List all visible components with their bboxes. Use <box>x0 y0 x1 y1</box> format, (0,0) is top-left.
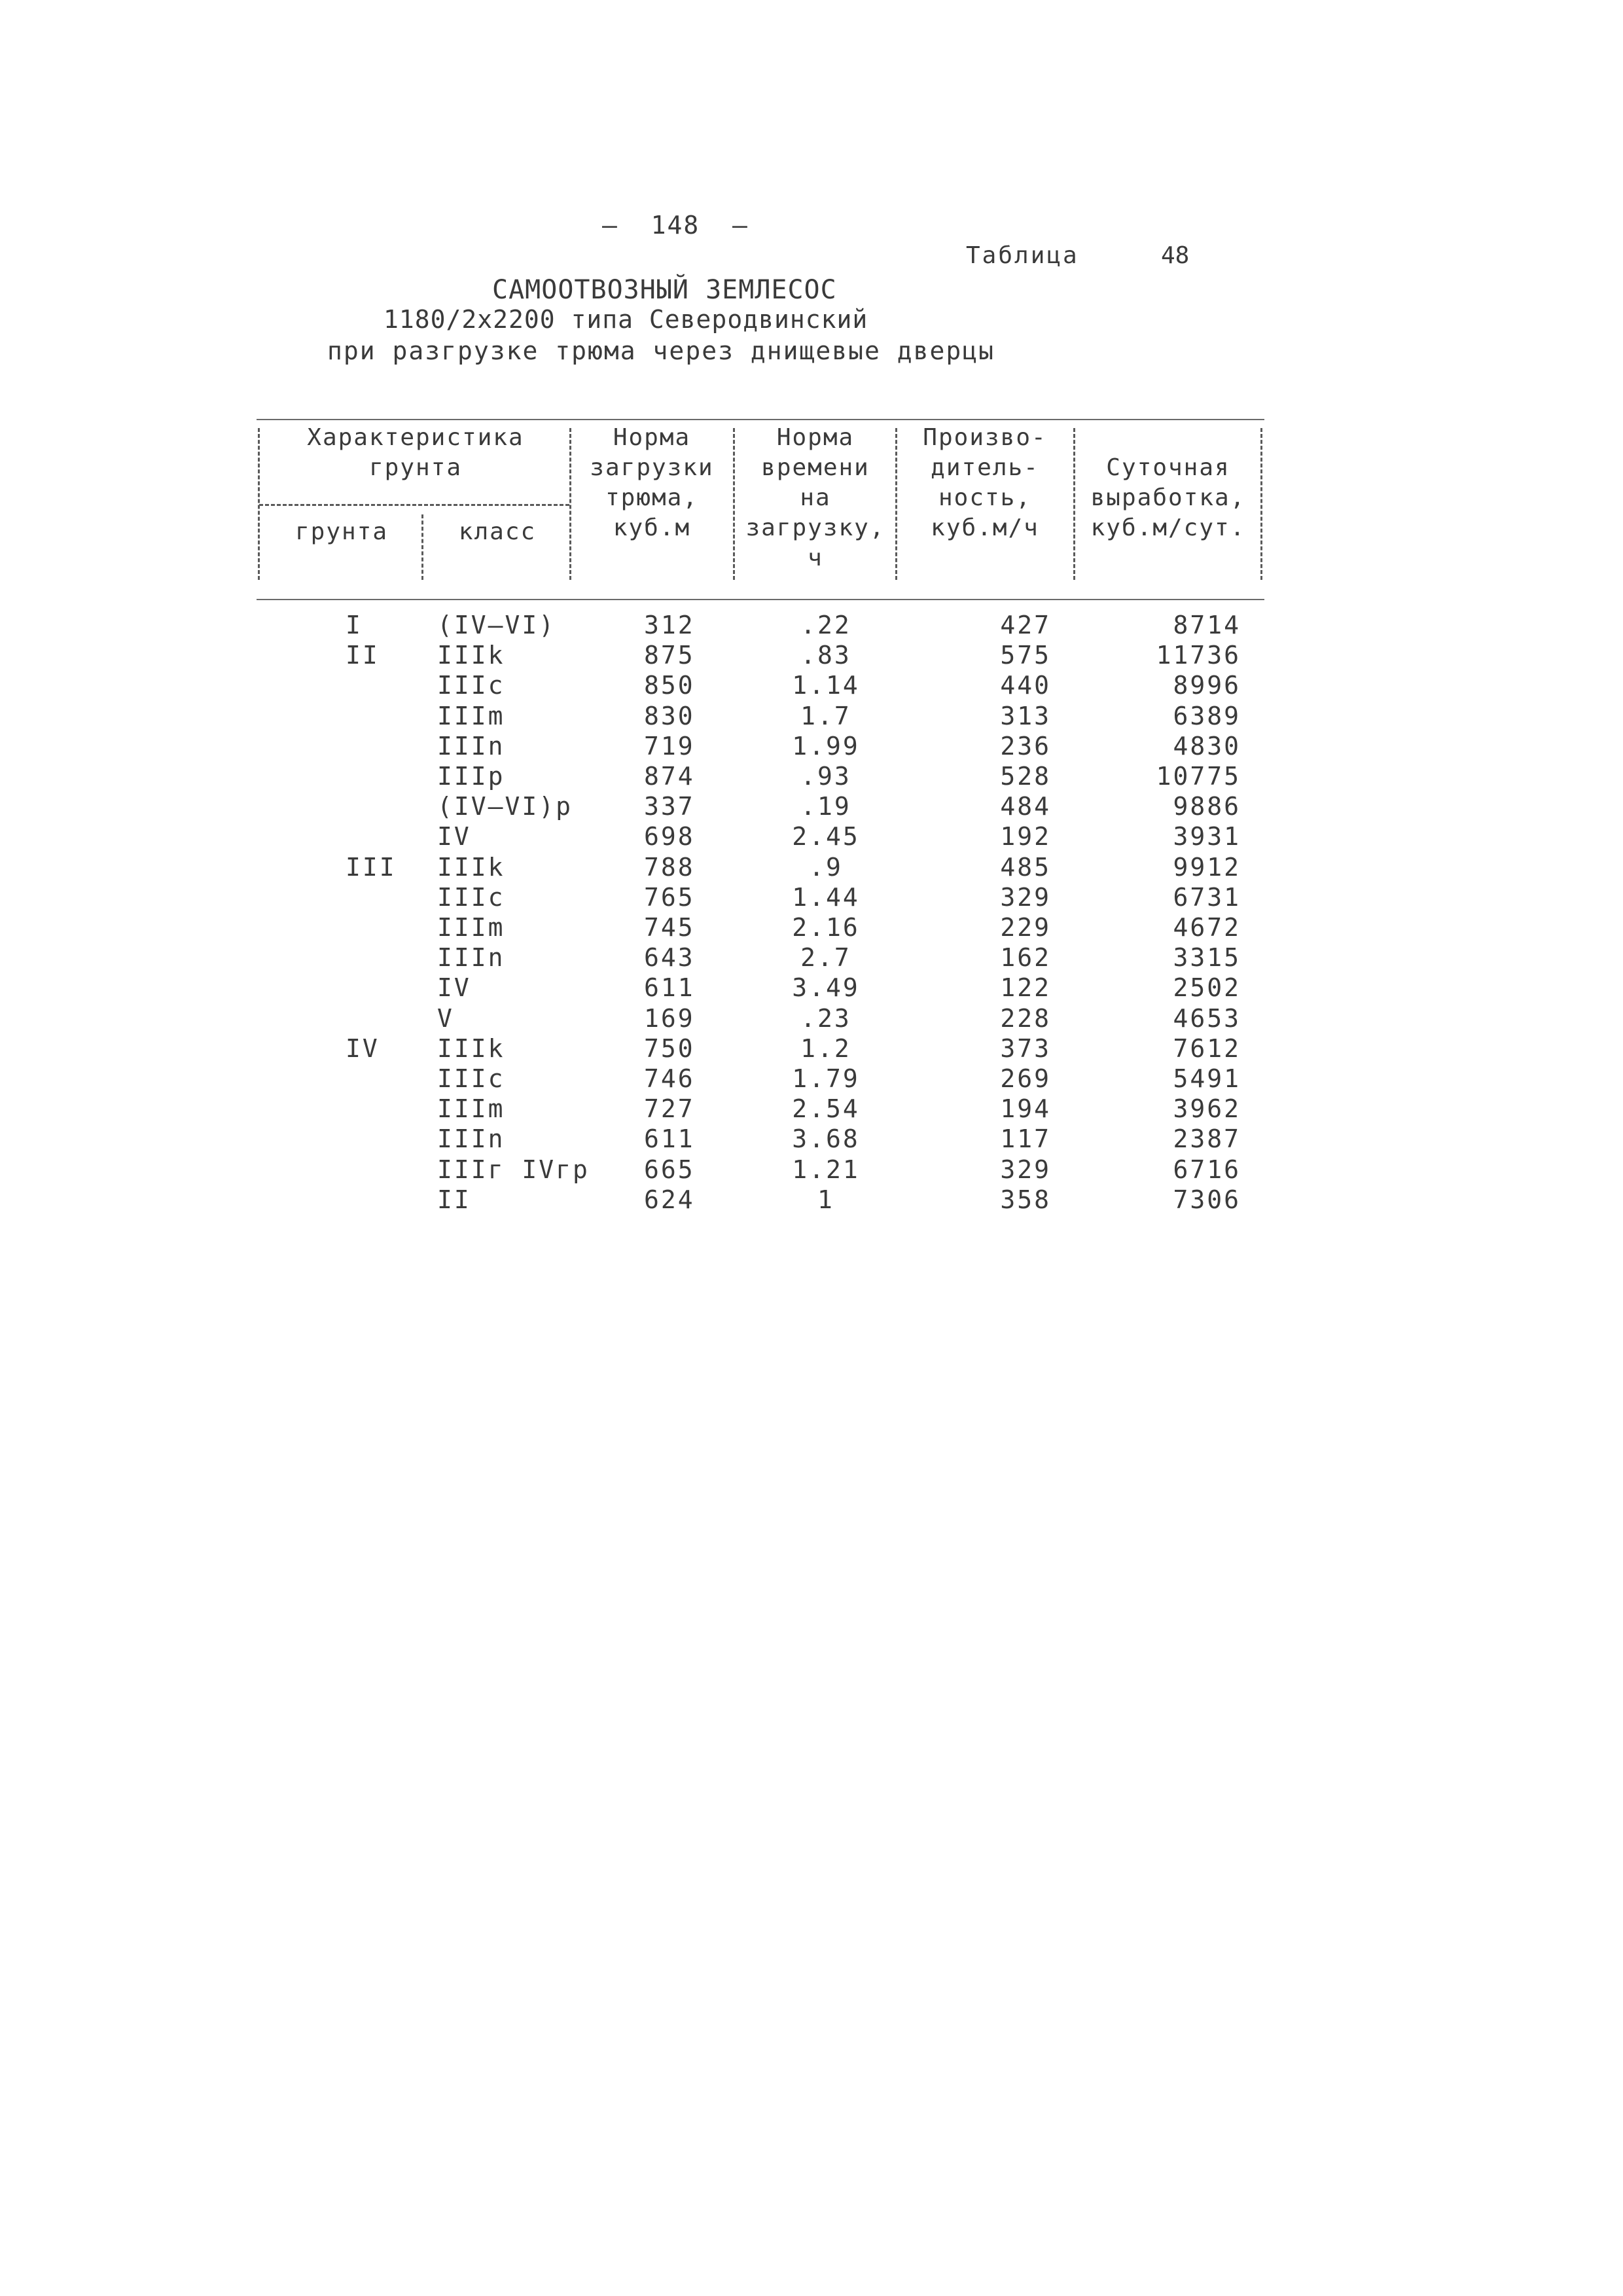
cell-daily-output: 6731 <box>1173 882 1241 912</box>
cell-hold-load-norm: 719 <box>644 731 695 761</box>
table-title-line-3: при разгрузке трюма через днищевые дверцы <box>327 336 995 365</box>
cell-daily-output: 2502 <box>1173 973 1241 1003</box>
cell-soil-class: II <box>437 1185 471 1214</box>
cell-productivity: 329 <box>1000 882 1051 912</box>
table-title-line-2: 1180/2х2200 типа Северодвинский <box>383 305 868 334</box>
cell-load-time-norm: 3.49 <box>792 973 860 1003</box>
column-divider <box>569 428 571 580</box>
cell-productivity: 484 <box>1000 792 1051 821</box>
cell-hold-load-norm: 611 <box>644 973 695 1003</box>
cell-soil-class: V <box>437 1003 454 1033</box>
cell-daily-output: 4830 <box>1173 731 1241 761</box>
cell-soil-class: IIIk <box>437 852 505 882</box>
cell-daily-output: 8714 <box>1173 611 1241 639</box>
cell-daily-output: 7612 <box>1173 1033 1241 1063</box>
cell-load-time-norm: 2.16 <box>792 913 860 942</box>
cell-soil-category: II <box>346 641 380 670</box>
page-number: – 148 – <box>602 211 749 240</box>
cell-productivity: 528 <box>1000 762 1051 791</box>
cell-load-time-norm: 1.2 <box>800 1033 851 1063</box>
column-divider <box>895 428 897 580</box>
table-title-line-1: САМООТВОЗНЫЙ ЗЕМЛЕСОС <box>492 275 837 305</box>
cell-hold-load-norm: 788 <box>644 852 695 882</box>
cell-productivity: 194 <box>1000 1094 1051 1124</box>
cell-hold-load-norm: 874 <box>644 762 695 791</box>
cell-soil-class: IIIm <box>437 701 505 730</box>
header-productivity: Произво- дитель- ность, куб.м/ч <box>923 424 1047 541</box>
cell-productivity: 192 <box>1000 822 1051 852</box>
cell-daily-output: 11736 <box>1156 641 1241 670</box>
cell-hold-load-norm: 830 <box>644 701 695 730</box>
cell-productivity: 313 <box>1000 701 1051 730</box>
cell-daily-output: 9886 <box>1173 792 1241 821</box>
cell-daily-output: 4653 <box>1173 1003 1241 1033</box>
cell-daily-output: 7306 <box>1173 1185 1241 1214</box>
cell-hold-load-norm: 665 <box>644 1155 695 1184</box>
cell-soil-class: IIIc <box>437 1064 505 1093</box>
cell-load-time-norm: 2.7 <box>800 943 851 973</box>
cell-load-time-norm: 1.21 <box>792 1155 860 1184</box>
cell-soil-class: IIIn <box>437 943 505 973</box>
cell-soil-class: IIIm <box>437 1094 505 1124</box>
cell-soil-category: I <box>346 611 363 639</box>
cell-soil-category: IV <box>346 1033 380 1063</box>
table-number: 48 <box>1161 242 1190 269</box>
cell-load-time-norm: .19 <box>800 792 851 821</box>
cell-daily-output: 3931 <box>1173 822 1241 852</box>
cell-load-time-norm: .23 <box>800 1003 851 1033</box>
cell-soil-class: (IV–VI) <box>437 611 556 639</box>
header-soil-category: грунта <box>294 518 389 545</box>
cell-productivity: 329 <box>1000 1155 1051 1184</box>
header-soil-characteristic: Характеристика грунта <box>307 424 524 481</box>
table-label: Таблица <box>966 242 1079 269</box>
cell-load-time-norm: 1.44 <box>792 882 860 912</box>
cell-hold-load-norm: 746 <box>644 1064 695 1093</box>
cell-load-time-norm: .9 <box>809 852 843 882</box>
cell-load-time-norm: 1 <box>817 1185 834 1214</box>
cell-soil-class: IIIk <box>437 641 505 670</box>
cell-load-time-norm: .93 <box>800 762 851 791</box>
cell-daily-output: 3315 <box>1173 943 1241 973</box>
cell-soil-class: IV <box>437 822 471 852</box>
cell-load-time-norm: .22 <box>800 611 851 639</box>
cell-soil-class: IIIn <box>437 1124 505 1154</box>
cell-soil-category: III <box>346 852 397 882</box>
cell-soil-class: IIIг IVгр <box>437 1155 590 1184</box>
cell-soil-class: IIIk <box>437 1033 505 1063</box>
cell-hold-load-norm: 750 <box>644 1033 695 1063</box>
cell-hold-load-norm: 850 <box>644 671 695 700</box>
column-divider <box>1073 428 1075 580</box>
cell-productivity: 269 <box>1000 1064 1051 1093</box>
cell-soil-class: IIIn <box>437 731 505 761</box>
header-soil-class: класс <box>458 518 537 545</box>
cell-productivity: 485 <box>1000 852 1051 882</box>
cell-productivity: 236 <box>1000 731 1051 761</box>
table-header-rule <box>257 599 1264 600</box>
cell-productivity: 427 <box>1000 611 1051 639</box>
cell-daily-output: 9912 <box>1173 852 1241 882</box>
cell-hold-load-norm: 765 <box>644 882 695 912</box>
cell-productivity: 162 <box>1000 943 1051 973</box>
table-top-rule <box>257 419 1264 420</box>
cell-productivity: 358 <box>1000 1185 1051 1214</box>
cell-daily-output: 2387 <box>1173 1124 1241 1154</box>
cell-hold-load-norm: 643 <box>644 943 695 973</box>
cell-daily-output: 4672 <box>1173 913 1241 942</box>
cell-productivity: 228 <box>1000 1003 1051 1033</box>
cell-soil-class: IIIc <box>437 882 505 912</box>
column-divider <box>421 514 423 580</box>
cell-hold-load-norm: 624 <box>644 1185 695 1214</box>
cell-hold-load-norm: 875 <box>644 641 695 670</box>
cell-productivity: 373 <box>1000 1033 1051 1063</box>
cell-daily-output: 6716 <box>1173 1155 1241 1184</box>
cell-daily-output: 5491 <box>1173 1064 1241 1093</box>
cell-load-time-norm: 1.79 <box>792 1064 860 1093</box>
cell-soil-class: (IV–VI)p <box>437 792 573 821</box>
cell-hold-load-norm: 727 <box>644 1094 695 1124</box>
cell-hold-load-norm: 312 <box>644 611 695 639</box>
cell-hold-load-norm: 169 <box>644 1003 695 1033</box>
cell-daily-output: 10775 <box>1156 762 1241 791</box>
cell-load-time-norm: 1.99 <box>792 731 860 761</box>
cell-load-time-norm: 3.68 <box>792 1124 860 1154</box>
header-hold-load-norm: Норма загрузки трюма, куб.м <box>590 424 714 541</box>
cell-productivity: 117 <box>1000 1124 1051 1154</box>
cell-productivity: 229 <box>1000 913 1051 942</box>
cell-hold-load-norm: 337 <box>644 792 695 821</box>
cell-soil-class: IIIc <box>437 671 505 700</box>
header-subdivider <box>259 504 569 506</box>
cell-productivity: 440 <box>1000 671 1051 700</box>
header-daily-output: Суточная выработка, куб.м/сут. <box>1090 454 1246 541</box>
cell-productivity: 122 <box>1000 973 1051 1003</box>
column-divider <box>733 428 735 580</box>
header-load-time-norm: Норма времени на загрузку, ч <box>745 424 885 571</box>
cell-hold-load-norm: 611 <box>644 1124 695 1154</box>
cell-load-time-norm: 1.14 <box>792 671 860 700</box>
column-divider <box>1260 428 1262 580</box>
cell-soil-class: IV <box>437 973 471 1003</box>
cell-daily-output: 8996 <box>1173 671 1241 700</box>
cell-load-time-norm: 1.7 <box>800 701 851 730</box>
cell-productivity: 575 <box>1000 641 1051 670</box>
cell-hold-load-norm: 745 <box>644 913 695 942</box>
cell-load-time-norm: .83 <box>800 641 851 670</box>
cell-hold-load-norm: 698 <box>644 822 695 852</box>
cell-daily-output: 6389 <box>1173 701 1241 730</box>
cell-load-time-norm: 2.45 <box>792 822 860 852</box>
cell-soil-class: IIIm <box>437 913 505 942</box>
cell-load-time-norm: 2.54 <box>792 1094 860 1124</box>
cell-soil-class: IIIp <box>437 762 505 791</box>
cell-daily-output: 3962 <box>1173 1094 1241 1124</box>
